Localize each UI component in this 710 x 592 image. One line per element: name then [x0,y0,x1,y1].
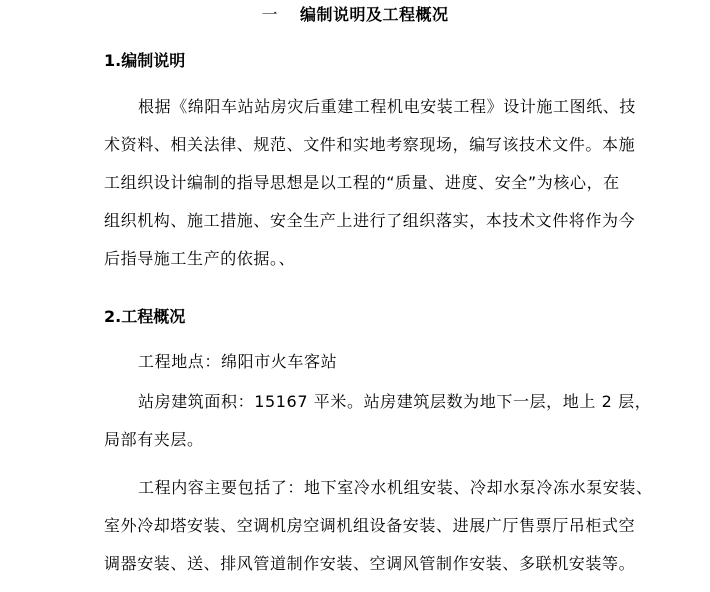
text-line: 工程地点：绵阳市火车客站 [138,352,338,371]
text-line: 站房建筑面积：15167 平米。站房建筑层数为地下一层，地上 2 层， [138,392,652,411]
page-title [0,2,710,25]
paragraph-building-area [104,383,674,459]
title-number: 一 [261,5,278,24]
paragraph-project-location [104,343,674,381]
section-heading-1: 1.编制说明 [104,51,186,70]
text-line: 根据《绵阳车站站房灾后重建工程机电安装工程》设计施工图纸、技 [138,97,637,116]
text-line: 后指导施工生产的依据。、 [104,249,296,268]
paragraph-project-scope [104,469,674,583]
text-line: 工程内容主要包括了：地下室冷水机组安装、冷却水泵冷冻水泵安装、 [138,478,653,497]
text-line: 室外冷却塔安装、空调机房空调机组设备安装、进展广厅售票厅吊柜式空 [104,516,636,535]
text-line: 术资料、相关法律、规范、文件和实地考察现场，编写该技术文件。本施 [104,135,636,154]
text-line: 组织机构、施工措施、安全生产上进行了组织落实，本技术文件将作为今 [104,211,636,230]
text-line: 工组织设计编制的指导思想是以工程的“质量、进度、安全”为核心，在 [104,173,620,192]
paragraph-compilation-notes [104,88,674,278]
text-line: 调器安装、送、排风管道制作安装、空调风管制作安装、多联机安装等。 [104,554,636,573]
section-heading-2: 2.工程概况 [104,307,186,326]
text-line: 局部有夹层。 [104,430,204,449]
title-text: 编制说明及工程概况 [300,5,449,24]
